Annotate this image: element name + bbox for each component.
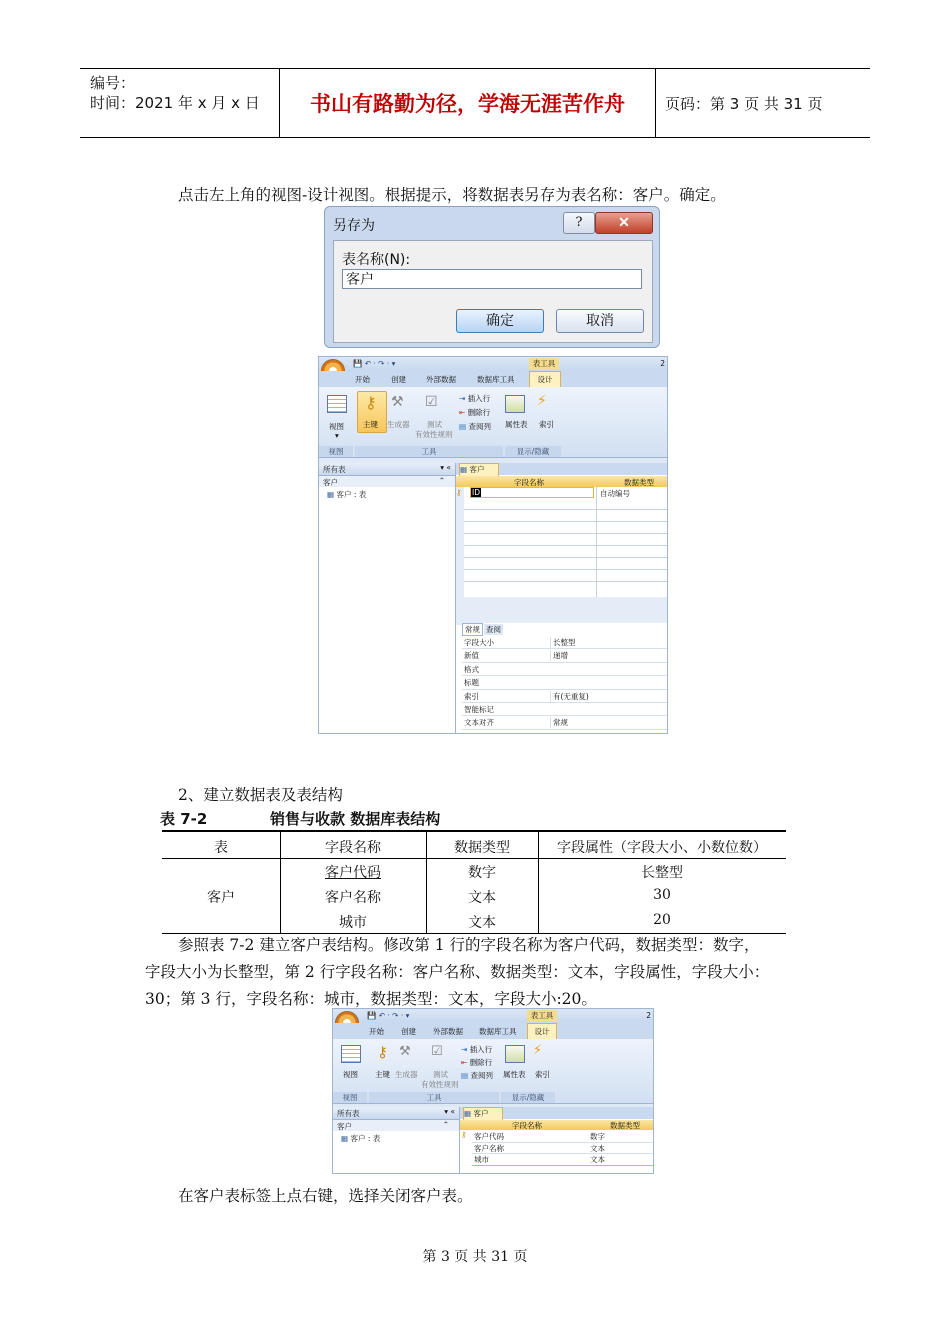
delete-row-label: 删除行 [467,408,491,417]
field-name-cell[interactable]: 城市 [474,1155,489,1164]
td-field: 城市 [339,915,367,931]
nav-header-label: 所有表 [337,1109,360,1118]
nav-group-label: 客户 [337,1122,352,1131]
row-selector [456,487,464,597]
builder-label: 生成器 [395,1070,418,1079]
ribbon-tabs [333,1023,653,1039]
paragraph-2-line-1: 参照表 7-2 建立客户表结构。修改第 1 行的字段名称为客户代码，数据类型：数字， [178,936,760,954]
test-label-2: 有效性规则 [415,430,453,439]
field-rows [472,1131,653,1166]
property-sheet-icon[interactable] [505,1045,525,1063]
quick-access-toolbar [319,357,667,371]
td-type: 数字 [468,865,496,881]
group-show-hide: 显示/隐藏 [505,446,561,457]
field-name-cell[interactable]: 客户代码 [474,1132,504,1141]
doc-tab-customers[interactable] [463,1107,503,1120]
table-caption-number: 表 7-2 [160,810,208,828]
table-top-rule [162,830,786,832]
design-grid-header [456,476,667,487]
context-tab-label: 表工具 [529,358,559,370]
navigation-pane [333,1107,460,1173]
property-sheet-label: 属性表 [505,420,528,429]
page-code: 页码：第 3 页 共 31 页 [665,94,823,113]
grid-line [464,581,667,582]
property-key: 索引 [464,691,479,701]
builder-icon[interactable]: ⚒ [391,394,404,410]
doc-tab-label: 客户 [469,465,485,474]
col-data-type: 数据类型 [610,1121,640,1130]
td-table-name: 客户 [207,890,235,906]
td-type: 文本 [468,915,496,931]
navigation-pane [319,463,456,733]
section-2-heading: 2、建立数据表及表结构 [178,786,343,804]
property-key: 文本对齐 [464,718,494,728]
td-field: 客户代码 [325,865,381,881]
field-type-cell[interactable]: 文本 [590,1143,605,1153]
table-icon: ▦ [464,1109,472,1118]
builder-icon[interactable]: ⚒ [399,1044,411,1059]
prop-tab-general[interactable]: 常规 [462,623,483,636]
td-field: 客户名称 [325,890,381,906]
insert-row-label: 插入行 [469,1045,493,1054]
property-row[interactable] [462,716,667,729]
access-window-2 [332,1008,654,1174]
table-caption-title: 销售与收款 数据库表结构 [270,810,441,828]
doc-num: 2 [646,1011,651,1020]
lookup-col-button[interactable] [461,1070,493,1081]
field-properties [462,623,667,733]
builder-label: 生成器 [387,420,410,429]
grid-line [464,545,667,546]
view-label: 视图 [343,1070,358,1079]
col-data-type: 数据类型 [624,478,654,487]
index-label: 索引 [535,1070,550,1079]
key-icon: ⚷ [456,488,462,497]
property-row[interactable] [462,649,667,662]
test-label: 测试 [433,1070,448,1079]
nav-group-label: 客户 [323,478,338,487]
paragraph-2-line-3: 30；第 3 行，字段名称：城市，数据类型：文本，字段大小:20。 [145,990,597,1008]
property-list [462,636,667,730]
field-type-cell[interactable]: 文本 [590,1155,605,1164]
property-row[interactable] [462,636,667,649]
doc-tab-label: 客户 [473,1109,489,1118]
field-name-cell[interactable]: 客户名称 [474,1143,504,1153]
field-type-cell[interactable]: 数字 [590,1132,605,1141]
dialog-title: 另存为 [333,218,375,234]
test-label: 测试 [427,420,442,429]
lookup-icon: ▤ [461,1071,469,1080]
key-icon[interactable]: ⚷ [377,1043,388,1061]
property-value[interactable]: 递增 [550,650,568,661]
col-field-name: 字段名称 [514,478,544,487]
tab-home[interactable]: 开始 [355,375,370,384]
tab-dbtools[interactable]: 数据库工具 [477,375,515,384]
test-label-2: 有效性规则 [421,1080,459,1089]
insert-row-button[interactable] [461,1044,492,1055]
doc-tab-bar [456,463,667,475]
doc-tab-customers[interactable] [459,463,499,476]
collapse-icon[interactable]: ⌃ [442,1120,449,1129]
grid-line [464,569,667,570]
time-label: 时间：2021 年 x 月 x 日 [90,94,260,112]
table-icon: ▦ [460,465,468,474]
paragraph-3: 在客户表标签上点右键，选择关闭客户表。 [178,1187,473,1205]
primary-key-label: 主键 [363,420,378,429]
grid-line [464,533,667,534]
property-value[interactable]: 有(无重复) [550,691,589,702]
lookup-col-button[interactable] [459,421,491,432]
table-icon: ▦ [327,490,335,499]
insert-row-icon: ⇥ [461,1045,468,1054]
access-window-1 [318,356,668,734]
paragraph-2-line-2: 字段大小为长整型，第 2 行字段名称：客户名称、数据类型：文本，字段属性，字段大小： [145,963,770,981]
table-icon: ▦ [341,1134,349,1143]
index-icon[interactable]: ⚡ [537,393,547,409]
tab-external[interactable]: 外部数据 [426,375,456,384]
chevron-down-icon: ▾ [335,431,339,440]
help-button[interactable]: ? [563,212,595,234]
lookup-label: 查阅列 [470,1071,493,1080]
group-tools: 工具 [355,446,503,457]
cancel-button[interactable]: 取消 [556,309,644,333]
property-row[interactable] [462,676,667,689]
splitter[interactable] [456,597,667,625]
tab-home[interactable]: 开始 [369,1027,384,1036]
insert-row-icon: ⇥ [459,394,466,403]
td-prop: 30 [653,887,671,903]
table-header-rule [162,858,786,859]
ribbon-tabs [319,371,667,387]
save-as-dialog [324,206,660,348]
insert-row-label: 插入行 [467,394,491,403]
collapse-icon[interactable]: ⌃ [438,476,445,485]
page-footer: 第 3 页 共 31 页 [422,1249,528,1265]
ribbon [333,1039,653,1104]
property-value[interactable]: 常规 [550,717,568,728]
nav-header[interactable] [319,463,455,476]
th-table: 表 [214,840,228,856]
table-design-view [460,1107,653,1173]
chevron-down-icon[interactable]: ▾ « [440,463,451,472]
prop-tab-lookup[interactable]: 查阅 [486,625,501,634]
property-key: 字段大小 [464,638,494,647]
group-show-hide: 显示/隐藏 [501,1092,555,1103]
nav-item-customers[interactable] [341,1133,380,1144]
property-value[interactable]: 长整型 [550,637,576,648]
property-row[interactable] [462,703,667,716]
td-prop: 20 [653,912,671,928]
test-rules-icon[interactable]: ☑ [431,1044,443,1059]
test-rules-icon[interactable]: ☑ [425,394,438,410]
lookup-label: 查阅列 [468,422,491,431]
view-icon[interactable] [327,395,347,413]
field-row[interactable] [472,1154,653,1166]
index-label: 索引 [539,420,554,429]
ok-button[interactable]: 确定 [456,309,544,333]
property-key: 格式 [464,664,479,674]
property-row[interactable] [462,690,667,703]
tab-design[interactable]: 设计 [527,1023,557,1040]
index-icon[interactable]: ⚡ [533,1043,543,1058]
nav-item-label: 客户 : 表 [350,1134,381,1143]
nav-item-label: 客户 : 表 [336,490,367,499]
col-field-name: 字段名称 [512,1121,542,1130]
lookup-icon: ▤ [459,422,467,431]
number-label: 编号： [90,74,136,92]
nav-header[interactable] [333,1107,459,1120]
table-name-label: 表名称(N): [342,252,411,268]
primary-key-label: 主键 [375,1070,390,1079]
td-type: 文本 [468,890,496,906]
doc-tab-bar [460,1107,653,1119]
tab-dbtools[interactable]: 数据库工具 [479,1027,517,1036]
grid-line [464,557,667,558]
property-sheet-label: 属性表 [503,1070,526,1079]
undo-icon[interactable]: 💾 ↶ · ↷ · ▾ [367,1011,410,1020]
group-tools: 工具 [369,1092,499,1103]
key-icon: ⚷ [461,1130,467,1139]
delete-row-label: 删除行 [469,1058,493,1067]
table-design-view [456,463,667,733]
delete-row-button[interactable] [459,407,490,418]
tab-design[interactable]: 设计 [529,371,561,388]
th-type: 数据类型 [454,840,510,856]
field-id: ID [472,488,480,497]
th-prop: 字段属性（字段大小、小数位数） [557,840,767,856]
paragraph-1: 点击左上角的视图-设计视图。根据提示，将数据表另存为表名称：客户。确定。 [178,186,726,204]
context-tab-label: 表工具 [527,1010,557,1022]
nav-group[interactable] [333,1120,459,1131]
ribbon [319,387,667,458]
delete-row-icon: ⇤ [461,1058,468,1067]
view-icon[interactable] [341,1045,361,1063]
page-header [80,68,870,138]
doc-num: 2 [660,359,665,368]
dialog-body [333,240,653,343]
nav-group[interactable] [319,476,455,487]
close-button[interactable]: ✕ [595,212,653,234]
chevron-down-icon[interactable]: ▾ « [444,1107,455,1116]
insert-row-button[interactable] [459,393,490,404]
delete-row-icon: ⇤ [459,408,466,417]
tab-create[interactable]: 创建 [401,1027,416,1036]
field-type-cell[interactable]: 自动编号 [600,489,630,498]
motto: 书山有路勤为径，学海无涯苦作舟 [280,69,656,137]
grid-line [464,521,667,522]
delete-row-button[interactable] [461,1057,492,1068]
td-prop: 长整型 [641,865,683,881]
group-view: 视图 [333,1092,367,1103]
property-key: 新值 [464,651,479,661]
table-name-input[interactable]: 客户 [342,269,642,289]
property-row[interactable] [462,663,667,676]
th-field: 字段名称 [325,840,381,856]
quick-access-toolbar [333,1009,653,1023]
key-icon: ⚷ [365,393,377,412]
tab-external[interactable]: 外部数据 [433,1027,463,1036]
field-row[interactable] [472,1131,653,1143]
header-left [80,69,280,137]
property-key: 智能标记 [464,704,494,714]
property-key: 标题 [464,678,479,688]
structure-table [162,830,786,934]
group-view: 视图 [319,446,353,457]
grid-line [464,509,667,510]
property-sheet-icon[interactable] [505,395,525,413]
tab-create[interactable]: 创建 [391,375,406,384]
field-name-cell[interactable] [470,487,594,498]
field-row[interactable] [472,1143,653,1155]
nav-item-customers[interactable] [327,489,366,500]
undo-icon[interactable]: 💾 ↶ · ↷ · ▾ [353,359,396,368]
design-grid-header [460,1120,653,1130]
nav-header-label: 所有表 [323,465,346,474]
view-label: 视图 [329,422,344,431]
